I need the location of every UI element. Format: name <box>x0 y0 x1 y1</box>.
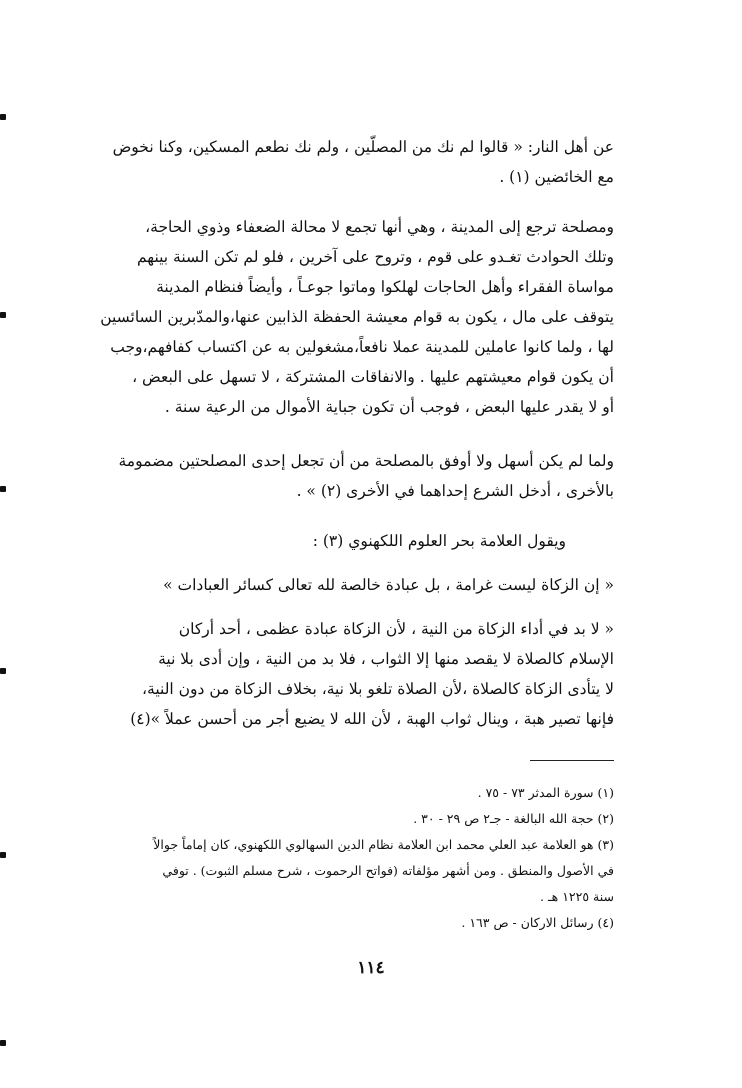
text-line: الإسلام كالصلاة لا يقصد منها إلا الثواب ، فلا بد من النية ، وإن أدى بلا نية <box>158 650 614 668</box>
margin-mark-left-3 <box>0 486 6 492</box>
text-line: بالأخرى ، أدخل الشرع إحداهما في الأخرى (٢) » . <box>296 482 614 500</box>
margin-mark-left-5 <box>0 852 6 858</box>
text-line: فإنها تصير هبة ، وينال ثواب الهبة ، لأن الله لا يضيع أجر من أحسن عملاً »(٤) <box>130 710 614 728</box>
paragraph-zakat-worship-quote <box>88 570 614 600</box>
paragraph-lucknowi-intro <box>88 526 614 556</box>
footnote-separator <box>530 760 614 761</box>
paragraph-hell-dwellers-quote <box>88 132 614 192</box>
footnote-line: سنة ١٢٢٥ هـ . <box>540 889 614 904</box>
text-line: ومصلحة ترجع إلى المدينة ، وهي أنها تجمع لا محالة الضعفاء وذوي الحاجة، <box>145 218 614 236</box>
text-line: مواساة الفقراء وأهل الحاجات لهلكوا وماتوا جوعـاً ، وأيضاً فنظام المدينة <box>156 278 614 296</box>
paragraph-city-interest <box>88 212 614 422</box>
paragraph-combining-interests <box>88 446 614 506</box>
text-line: عن أهل النار: « قالوا لم نك من المصلّين ، ولم نك نطعم المسكين، وكنا نخوض <box>112 138 614 156</box>
text-line: « إن الزكاة ليست غرامة ، بل عبادة خالصة لله تعالى كسائر العبادات » <box>163 576 614 594</box>
text-line: « لا بد في أداء الزكاة من النية ، لأن الزكاة عبادة عظمى ، أحد أركان <box>178 620 614 638</box>
margin-mark-left-4 <box>0 668 6 674</box>
footnote-line: (٣) هو العلامة عبد العلي محمد ابن العلامة نظام الدين السهالوي اللكهنوي، كان إماماً جوالاً <box>153 837 614 852</box>
text-line: ويقول العلامة بحر العلوم اللكهنوي (٣) : <box>312 532 566 550</box>
footnote-line: في الأصول والمنطق . ومن أشهر مؤلفاته (فواتح الرحموت ، شرح مسلم الثبوت) . توفي <box>162 863 614 878</box>
text-line: لها ، ولما كانوا عاملين للمدينة عملا نافعاً،مشغولين به عن اكتساب كفافهم،وجب <box>110 338 614 356</box>
text-line: أو لا يقدر عليها البعض ، فوجب أن تكون جباية الأموال من الرعية سنة . <box>164 398 614 416</box>
margin-mark-left-6 <box>0 1040 6 1046</box>
text-line: ولما لم يكن أسهل ولا أوفق بالمصلحة من أن تجعل إحدى المصلحتين مضمومة <box>118 452 614 470</box>
text-line: يتوقف على مال ، يكون به قوام معيشة الحفظة الذابين عنها،والمدّبرين السائسين <box>100 308 614 326</box>
text-line: وتلك الحوادث تغـدو على قوم ، وتروح على آخرين ، فلو لم تكن السنة بينهم <box>136 248 614 266</box>
paragraph-zakat-intention-quote <box>88 614 614 734</box>
footnotes <box>88 780 614 936</box>
text-line: مع الخائضين (١) . <box>499 168 614 186</box>
margin-mark-left-2 <box>0 312 6 318</box>
margin-mark-left-1 <box>0 114 6 120</box>
page-number: ١١٤ <box>357 958 385 978</box>
footnote-line: (٢) حجة الله البالغة - جـ٢ ص ٢٩ - ٣٠ . <box>413 811 614 826</box>
footnote-line: (٤) رسائل الاركان - ص ١٦٣ . <box>461 915 614 930</box>
footnote-line: (١) سورة المدثر ٧٣ - ٧٥ . <box>477 785 614 800</box>
text-line: أن يكون قوام معيشتهم عليها . والانفاقات المشتركة ، لا تسهل على البعض ، <box>132 368 614 386</box>
text-line: لا يتأدى الزكاة كالصلاة ،لأن الصلاة تلغو بلا نية، بخلاف الزكاة من دون النية، <box>142 680 614 698</box>
